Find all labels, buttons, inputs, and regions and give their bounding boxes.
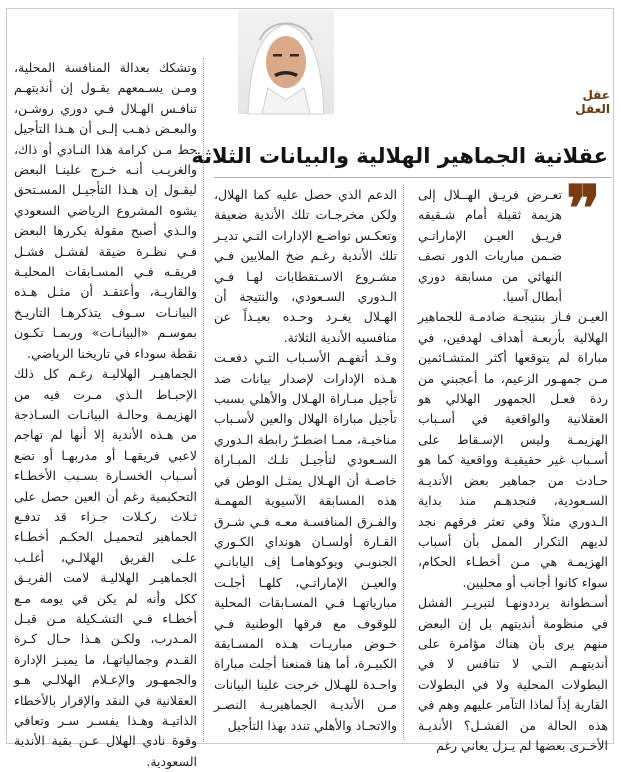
author-name-label: عقل العقل bbox=[575, 88, 610, 116]
quote-mark-icon: ❞ bbox=[566, 172, 601, 247]
paragraph: أسـطوانة يرددونهـا لتبريـر الفشل في منظومة أنديتهم بل إن البعض منهم يرى بأن هناك مؤامرة على أنديتهـم التـي لا تنافس لا في البطولات المحلية ولا في البطولات القارية إذاً لماذا التآمر عليهم وهم في هذه الحالة من الفشـل؟ الأنديـة الأخـرى بعضها لم يـزل يعاني رغم bbox=[418, 595, 608, 753]
paragraph: تعـرض فريـق الهــلال إلى هزيمة ثقيلة أمام شـقيقه فريـق العيـن الإماراتـي ضـمن مباريات الدور نصف النهائي من مسابقة دوري أبطال آسيا. bbox=[418, 187, 562, 305]
author-portrait-image bbox=[238, 10, 334, 114]
article-column-left bbox=[14, 58, 204, 769]
paragraph: الدعم الذي حصل عليه كما الهلال، ولكن مخرجـات تلك الأندية ضعيفة وتعكـس تواضـع الإدارات التـي تديـر تلك الأندية رغـم ضخ الملايين فـي مشـروع الاسـتقطابات لهـا فـي الـدوري السـعودي، والنتيجة أن الهـلال يغـرد وحـده بعيـداً عن منافسيه الأندية الثلاثة. bbox=[214, 187, 397, 345]
article-column-right bbox=[414, 185, 608, 753]
article-column-middle bbox=[214, 185, 404, 740]
headline-divider bbox=[214, 177, 612, 178]
author-photo bbox=[238, 10, 334, 114]
paragraph: العيـن فـاز بنتيجـة صادمـة للجماهير الهلالية بأربعـة أهداف لهدفين، في مباراة لم يتوقعها أكثر المتشـائمين مـن جمهـور الزعيم، ما أعجبني من ردة فعـل الجمهور الهلالي هو العقلانية والواقعية في أسـباب الهزيمـة وليس الإسـقاط على أسـباب غير حقيقيـة وواقعية كما هو حـادث من جماهير بعض الأنديـة السـعودية، فنجدهـم منذ بداية الـدوري مثلاً وفي تعثر فرقهم نجد لديهم التكرار الممل بأن أسباب الهزيمـة هي مـن أخطـاء الحكام، سواء كانوا أجانب أو محليين. bbox=[418, 309, 608, 590]
article-headline: عقلانية الجماهير الهلالية والبيانات الثلاثة bbox=[191, 144, 608, 168]
paragraph: وقـد أتفهـم الأسـباب التـي دفعـت هـذه الإدارات لإصدار بيانات ضد تأجيل مبـاراة الهـلال والأهلي بسبب تأجيل مباراة الهلال والعين لأسـباب مناخيـة، ممـا اضطـرّ رابطة الـدوري السـعودي لتأجيـل تلـك المبـاراة خاصـة أن الهـلال يمثـل الوطن في هذه المسابقة الآسيوية المهمـة والفـرق المنافسـة معـه فـي شـرق القـارة أولسـان هونداي الكـوري الجنوبـي ويوكوهامـا إف اليابانـي والعيـن الإماراتـي، كلهـا أجلـت مبارياتهـا فـي المسـابقات المحلية للوقوف مع فرقها الوطنية فـي خـوض مباريـات هـذه المسـابقة الكبيـرة، أما هنا فمنعنا أجلت مباراة واحـدة للهـلال خرجت علينا البيانات مـن الأنديـة الجماهيريـة النصـر والاتحـاد والأهلي تندد بهذا التأجيل bbox=[214, 350, 397, 733]
paragraph: وتشكك بعدالة المنافسة المحلية، ومـن يسـمعهم يقـول إن أنديتهـم تنافـس الهـلال فـي دوري روشـن، والبعـض ذهـب إلـى أن هـذا التأجيل حط مـن كرامة هذا النـادي أو ذاك، والغريـب أنـه خـرج علينـا البعض ليقـول إن هـذا التأجيـل المسـتحق يشوه المشروع الرياضي السعودي والـذي أصبح مقولة يكررها البعض فـي نظـرة ضيقة لفشـل فشـل فريقـه فـي المسـابقات المحليـة والقاريـة، وأعتقـد أن مثـل هـذه البيانـات سـوف يتذكرهـا التاريـخ بموسـم «البيانـات» وربمـا تكـون نقطة سوداء في تاريخنا الرياضي. bbox=[14, 60, 197, 361]
paragraph: الجماهيـر الهلاليـة رغـم كل ذلك الإحبـاط الـذي مـرت فيه من الهزيمـة وحالـة البيانـات السـاذجة من هـذه الأندية إلا أنها لم تهاجم لاعبي فريقهـا أو مدربهـا أو تضع أسـباب الخسـارة بسـبب الأخطـاء التحكيمية رغم أن العين حصل على ثـلاث ركـلات جـزاء قد تدفـع الجماهير لتحميـل الحكـم أخطـاء علـى الفريق الهلالـي، أغلـب الجماهيـر الهلاليـة لامت الفريـق ككل وأنه لم يكن في يومه مـع أخطـاء فـي التشـكيلة مـن قبـل المـدرب، ولكـن هـذا حـال كـرة القـدم وجمالياتهـا، ما يميـز الإدارة والجمهـور والإعـلام الهلالـي هـو العقلانية في النقد والإقرار بالأخطاء الذاتيـة وهـذا يفسـر سـر وتعافي وقوة نادي الهلال عـن بقية الأندية السعودية. bbox=[14, 366, 197, 769]
